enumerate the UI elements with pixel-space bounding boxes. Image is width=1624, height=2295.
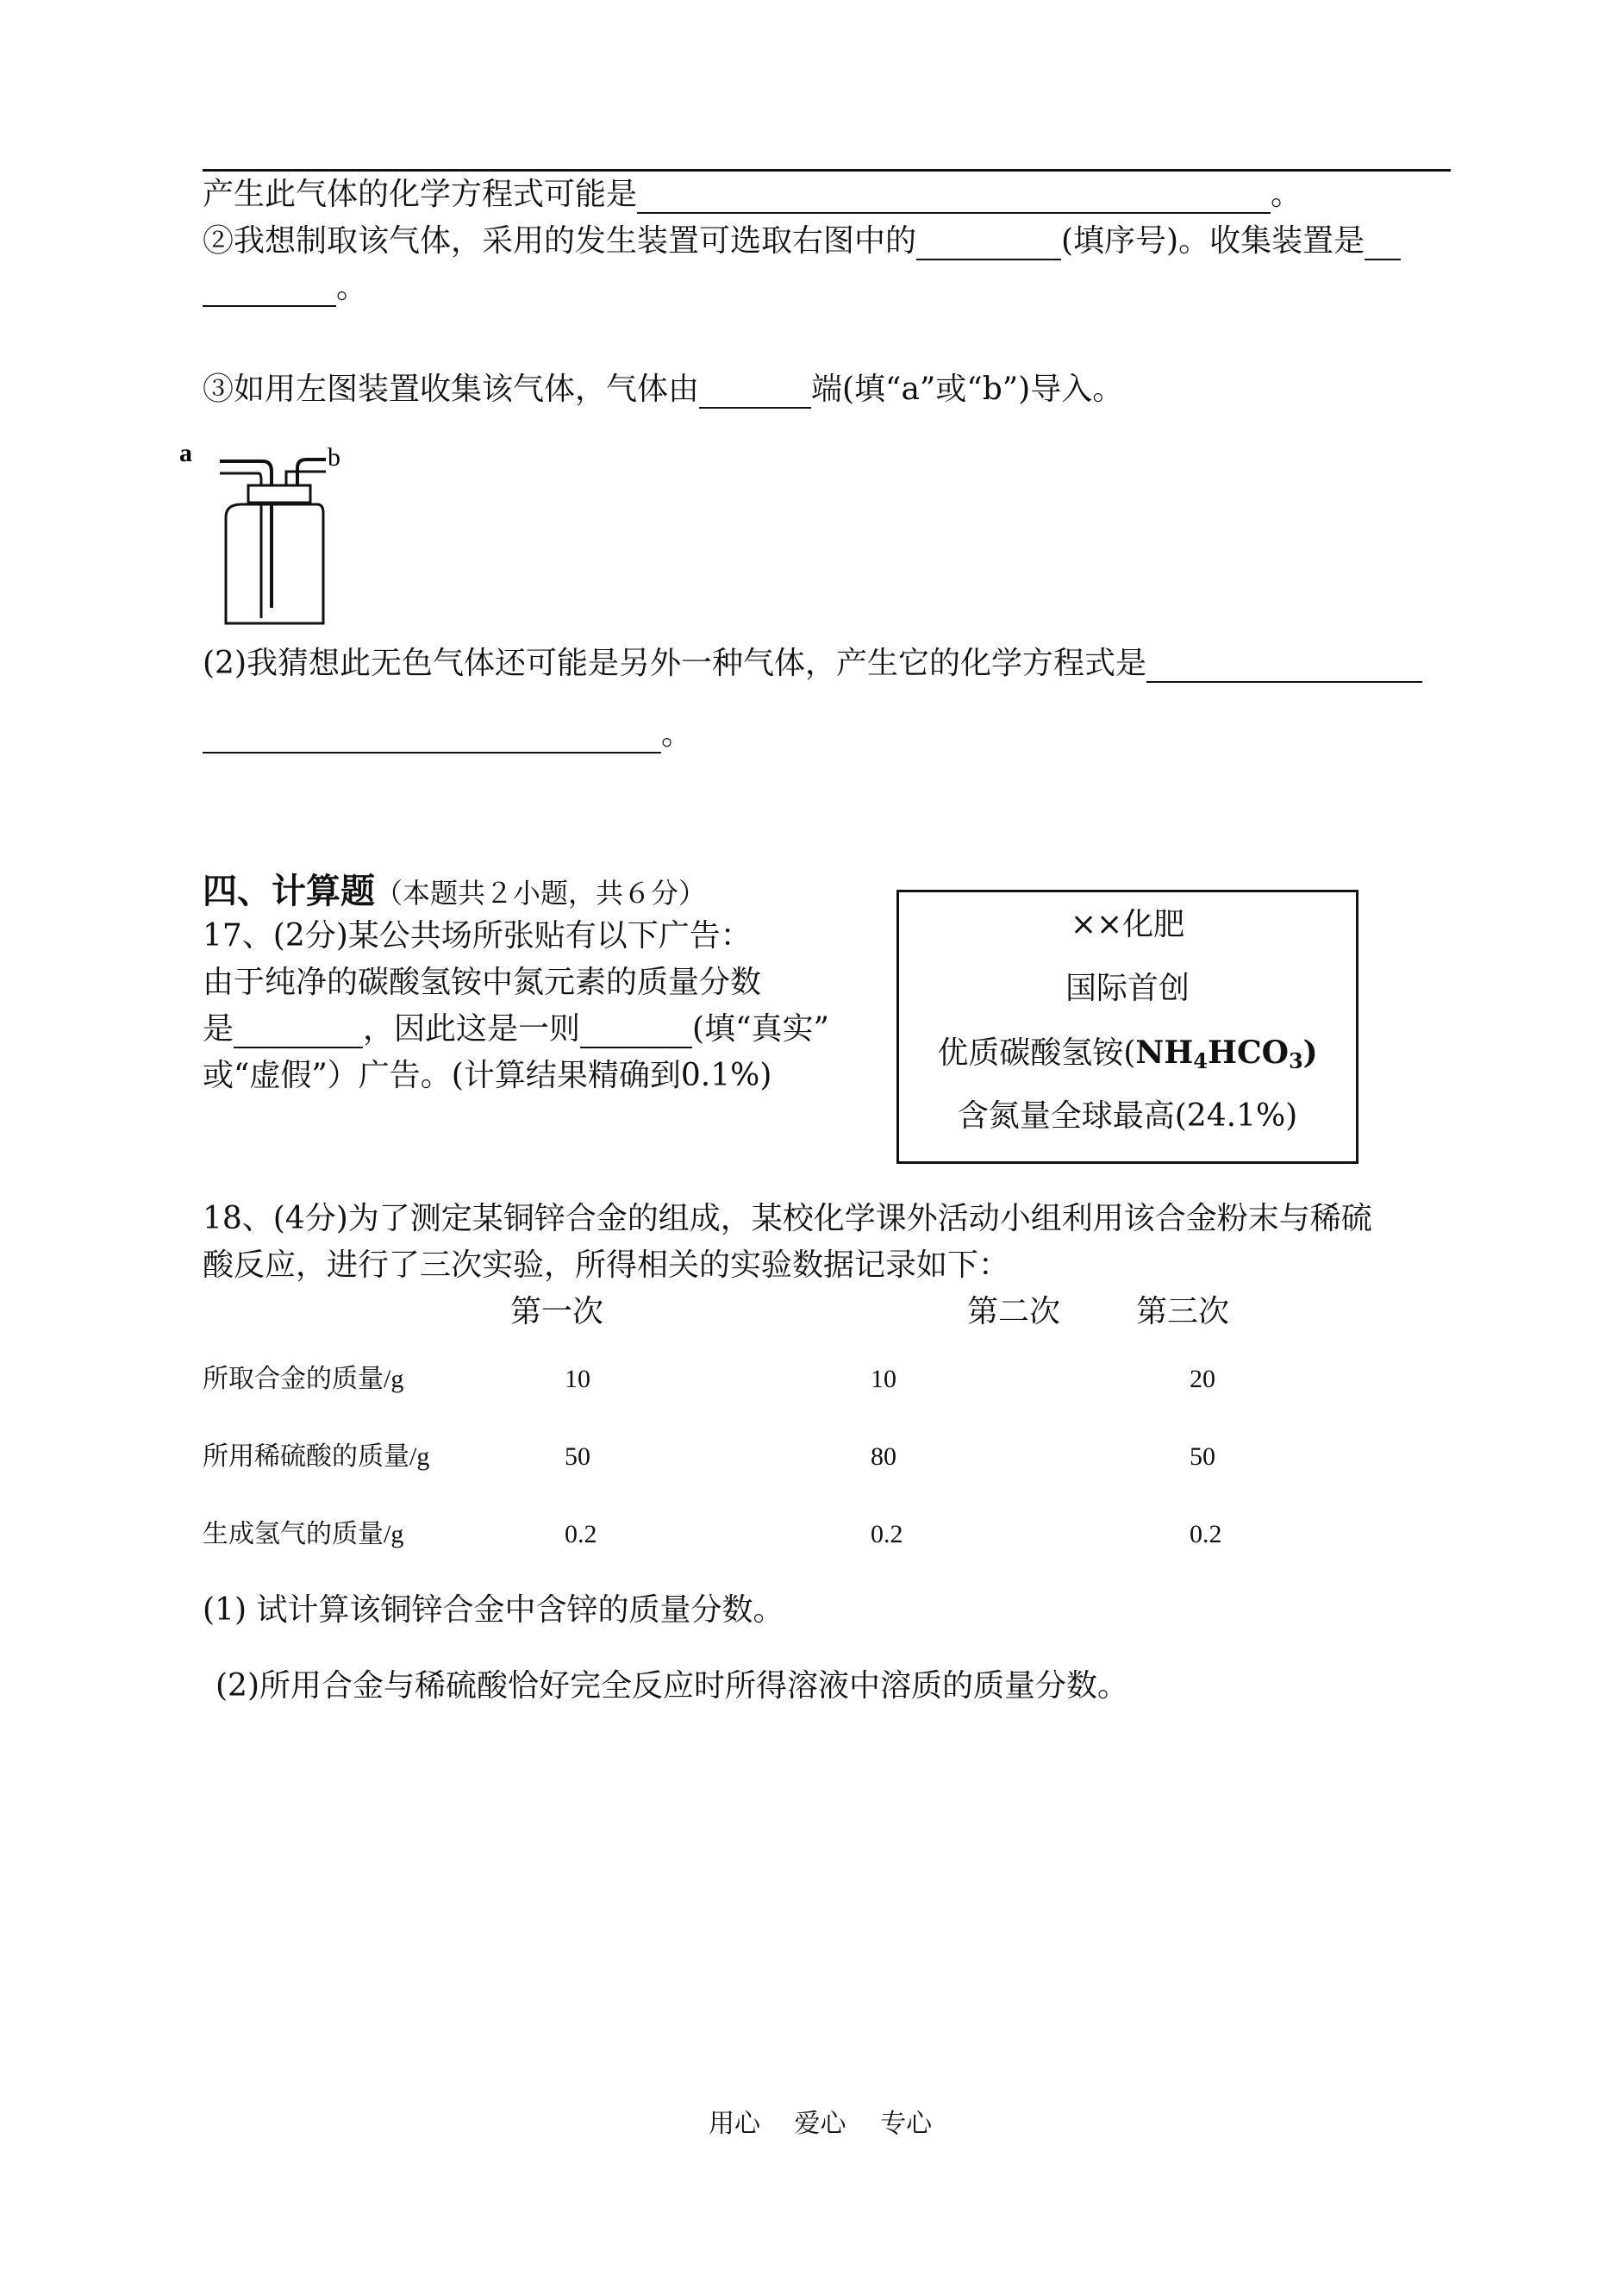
row-label: 所取合金的质量/g <box>203 1365 404 1393</box>
table-cell: 10 <box>871 1365 896 1393</box>
table-cell: 50 <box>565 1442 590 1471</box>
col-header: 第二次 <box>967 1294 1061 1329</box>
row-label: 所用稀硫酸的质量/g <box>203 1442 430 1471</box>
table-cell: 0.2 <box>1190 1520 1222 1548</box>
ad-line-2: 国际首创 <box>1065 971 1190 1006</box>
q1-text: 产生此气体的化学方程式可能是 。 <box>203 177 1302 212</box>
q17-line4: 或“虚假”）广告。(计算结果精确到0.1%) <box>203 1058 772 1093</box>
table-cell: 80 <box>871 1442 896 1471</box>
q17-line3: 是 ，因此这是一则 (填“真实” <box>203 1011 829 1047</box>
q18-line1: 18、(4分)为了测定某铜锌合金的组成，某校化学课外活动小组利用该合金粉末与稀硫 <box>203 1201 1372 1236</box>
answer-blank[interactable] <box>203 279 336 307</box>
ad-line-4: 含氮量全球最高(24.1%) <box>957 1098 1298 1134</box>
col-header: 第一次 <box>510 1294 604 1329</box>
answer-blank[interactable] <box>637 186 1271 214</box>
answer-blank[interactable] <box>580 1021 692 1048</box>
ad-title: ××化肥 <box>1070 907 1185 942</box>
top-rule <box>203 169 1451 172</box>
gas-bottle-diagram <box>172 435 371 629</box>
answer-blank[interactable] <box>916 233 1061 260</box>
answer-blank[interactable] <box>203 726 661 754</box>
q18-subquestion-2: (2)所用合金与稀硫酸恰好完全反应时所得溶液中溶质的质量分数。 <box>215 1668 1128 1704</box>
answer-blank[interactable] <box>234 1021 363 1048</box>
col-header: 第三次 <box>1136 1294 1230 1329</box>
table-cell: 50 <box>1190 1442 1215 1471</box>
advertisement-box <box>896 890 1359 1164</box>
p2-text-line2: 。 <box>203 716 692 754</box>
answer-blank[interactable] <box>699 381 811 409</box>
row-label: 生成氢气的质量/g <box>203 1520 404 1548</box>
table-cell: 10 <box>565 1365 590 1393</box>
q3-text: ③如用左图装置收集该气体，气体由 端(填“a”或“b”)导入。 <box>203 372 1124 407</box>
q2-text-line2: 。 <box>203 269 367 307</box>
q18-line2: 酸反应，进行了三次实验，所得相关的实验数据记录如下： <box>203 1248 1010 1283</box>
section-heading: 四、计算题（本题共２小题，共６分） <box>203 872 707 911</box>
q17-line1: 17、(2分)某公共场所张贴有以下广告： <box>203 918 752 954</box>
label-b: b <box>328 443 340 472</box>
q17-line2: 由于纯净的碳酸氢铵中氮元素的质量分数 <box>203 965 762 1000</box>
page-footer: 用心 爱心 专心 <box>709 2109 933 2139</box>
q18-subquestion-1: (1) 试计算该铜锌合金中含锌的质量分数。 <box>203 1592 784 1628</box>
table-cell: 0.2 <box>871 1520 903 1548</box>
answer-blank[interactable] <box>1365 233 1401 260</box>
p2-text-line1: (2)我猜想此无色气体还可能是另外一种气体，产生它的化学方程式是 <box>203 645 1422 683</box>
ad-line-3: 优质碳酸氢铵(NH4HCO3) <box>937 1035 1318 1073</box>
q2-text-line1: ②我想制取该气体，采用的发生装置可选取右图中的 (填序号)。收集装置是 <box>203 222 1401 260</box>
table-cell: 20 <box>1190 1365 1215 1393</box>
answer-blank[interactable] <box>1146 655 1422 683</box>
label-a: a <box>179 439 192 467</box>
table-cell: 0.2 <box>565 1520 597 1548</box>
